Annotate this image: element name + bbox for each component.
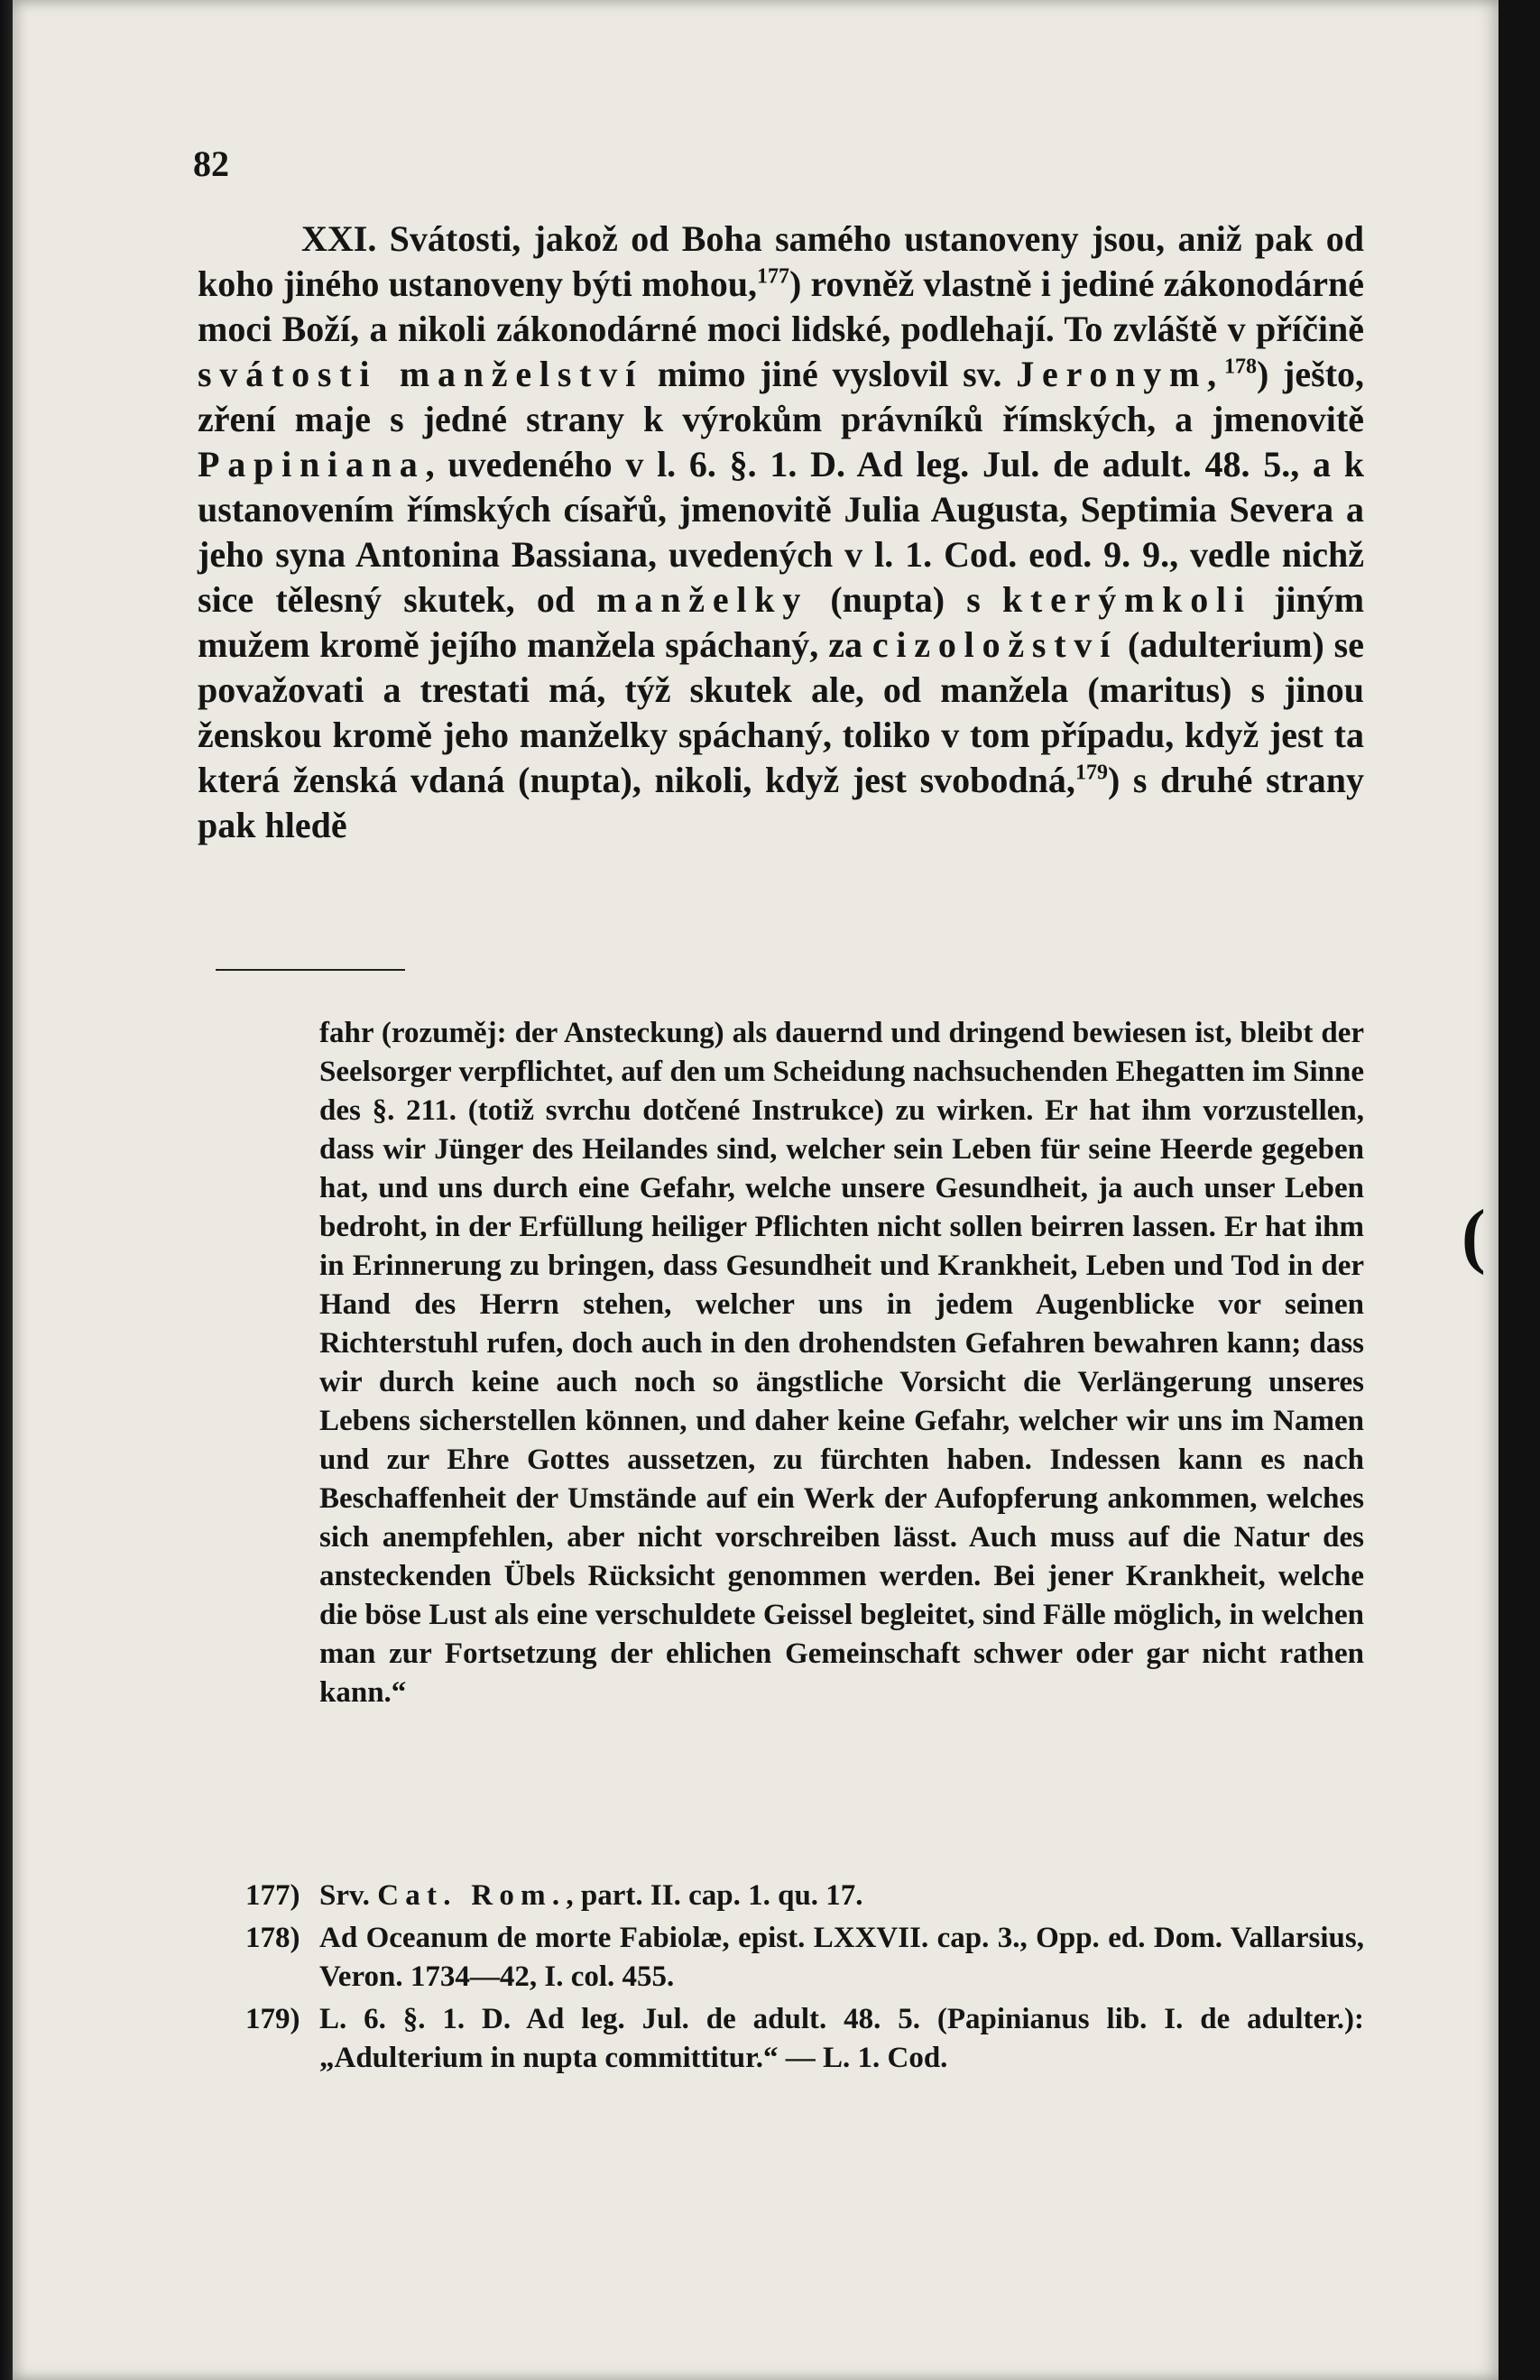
book-page — [13, 0, 1503, 2380]
emphasis-kterymkoli: kterýmkoli — [1001, 579, 1252, 620]
footnote-quote-text: fahr (rozuměj: der Ansteckung) als dauernd und dringend bewiesen ist, bleibt der Seelsorger verpflichtet, auf den um Scheidung nachsuchenden Ehegatten im Sinne des §. 211. (totiž svrchu dotčené Instrukce) zu wirken. Er hat ihm vorzustellen, dass wir Jünger des Heilandes sind, welcher sein Leben für seine Heerde gegeben hat, und uns durch eine Gefahr, welche unsere Gesundheit, ja auch unser Leben bedroht, in der Erfüllung heiliger Pflichten nicht sollen beirren lassen. Er hat ihm in Erinnerung zu bringen, dass Gesundheit und Krankheit, Leben und Tod in der Hand des Herrn stehen, welcher uns in jedem Augenblicke vor seinen Richterstuhl rufen, doch auch in den drohendsten Gefahren bewahren kann; dass wir durch keine auch noch so ängstliche Vorsicht die Verlängerung unseres Lebens sicherstellen können, und daher keine Gefahr, welcher wir uns im Namen und zur Ehre Gottes aussetzen, zu fürchten haben. Indessen kann es nach Beschaffenheit der Umstände auf ein Werk der Aufopferung ankommen, welches sich anempfehlen, aber nicht vorschreiben lässt. Auch muss auf die Natur des ansteckenden Übels Rücksicht genommen werden. Bei jener Krankheit, welche die böse Lust als eine verschuldete Geissel begleitet, sind Fälle möglich, in welchen man zur Fortsetzung der ehlichen Gemeinschaft schwer oder gar nicht rathen kann.“ — [319, 1017, 1364, 1709]
footnote-text-pre: Srv. — [319, 1879, 378, 1912]
footnote-separator-rule — [216, 969, 405, 971]
footnote-mark: 178) — [245, 1922, 300, 1954]
main-text-1: XXI. Svátosti, jakož od Boha samého ustanoveny jsou, aniž pak od koho jiného ustanoveny býti mohou, — [198, 218, 1364, 304]
footnote-text — [319, 1877, 1364, 1915]
footnote-mark: 179) — [245, 2003, 300, 2035]
footnote-quote-block — [319, 1014, 1364, 1712]
page-number: 82 — [193, 143, 229, 184]
main-paragraph — [198, 217, 1364, 848]
margin-bracket-mark: ( — [1462, 1196, 1486, 1276]
footnote-item — [245, 1877, 1364, 1915]
footnote-ref-178: 178 — [1223, 355, 1257, 379]
emphasis-svatosti-manzelstvi: svátosti manželství — [198, 354, 644, 394]
footnote-text-spaced: Cat. Rom. — [377, 1879, 567, 1912]
main-text-4: mimo jiné vyslovil sv. — [643, 354, 1017, 394]
main-text-6: ) ješto, zření maje s jedné strany k výrokům právníků římských, a jmenovitě — [198, 354, 1365, 439]
emphasis-cizolozstvi: cizoložství — [871, 624, 1119, 665]
main-text-12: jiným mužem kromě jejího manžela spáchaný, za — [198, 579, 1365, 665]
footnote-text: Ad Oceanum de morte Fabiolæ, epist. LXXVII. cap. 3., Opp. ed. Dom. Vallarsius, Veron. 1734—42, I. col. 455. — [319, 1922, 1364, 1993]
main-text-14: (adulterium) se považovati a trestati má, týž skutek ale, od manžela (maritus) s jinou ženskou kromě jeho manželky spáchaný, toliko v tom případu, když jest ta která ženská vdaná (nupta), nikoli, když jest svobodná, — [198, 624, 1364, 800]
footnote-ref-177: 177 — [756, 264, 789, 289]
footnote-text-post: , part. II. cap. 1. qu. 17. — [566, 1879, 863, 1912]
main-text-8: , uvedeného v l. 6. §. 1. D. Ad leg. Jul. de adult. 48. 5., a k ustanovením římských císařů, jmenovitě Julia Augusta, Septimia Severa a jeho syna Antonina Bassiana, uvedených v l. 1. Cod. eod. 9. 9., vedle nichž sice tělesný skutek, od — [198, 444, 1364, 620]
footnote-item — [245, 2000, 1364, 2078]
footnote-ref-179: 179 — [1074, 761, 1108, 785]
main-text-2: ) rovněž vlastně i jediné zákonodárné moci Boží, a nikoli zákonodárné moci lidské, podlehají. To zvláště v příčině — [198, 263, 1364, 349]
main-text-15: ) s druhé strany pak hledě — [198, 760, 1364, 845]
emphasis-manzelky: manželky — [596, 579, 809, 620]
footnote-item — [245, 1919, 1364, 1997]
main-text-10: (nupta) s — [808, 579, 1002, 620]
footnotes-list — [245, 1877, 1364, 2081]
emphasis-papiniana: Papiniana — [198, 444, 426, 484]
footnote-text: L. 6. §. 1. D. Ad leg. Jul. de adult. 48. 5. (Papinianus lib. I. de adulter.): „Adulterium in nupta committitur.“ — L. 1. Cod. — [319, 2003, 1364, 2074]
scan-edge-right — [1499, 0, 1540, 2380]
footnote-mark: 177) — [245, 1879, 300, 1912]
emphasis-jeronym: Jeronym, — [1016, 354, 1224, 394]
